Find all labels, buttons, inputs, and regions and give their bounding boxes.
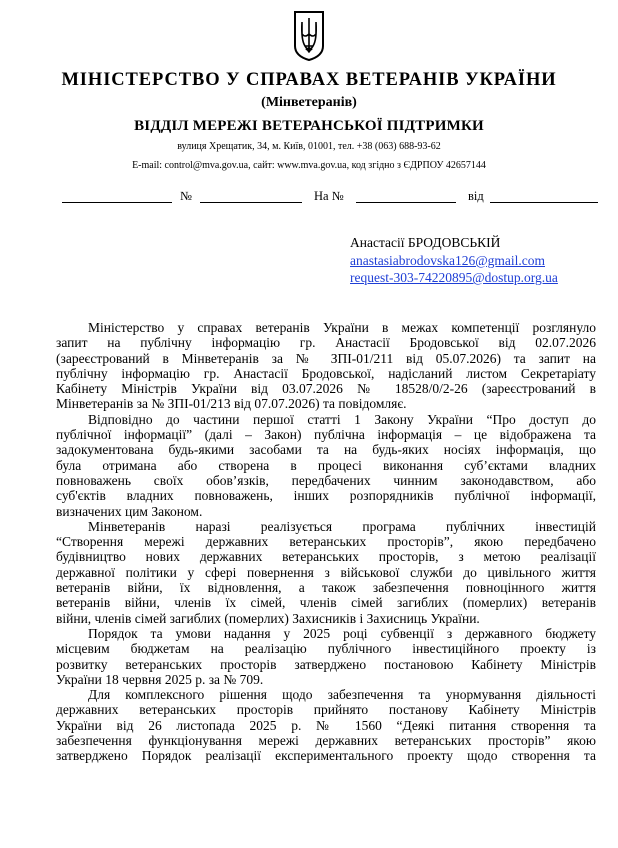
letter-body: [56, 320, 596, 764]
paragraph-line: публічної інформації” (далі – Закон) публічна інформація – це відображена та: [56, 427, 596, 443]
paragraph-line: Кабінету Міністрів України від 03.07.2026 № 18528/0/2-26 (зареєстрований в: [56, 381, 596, 397]
paragraph-line: повноважень своїх обов’язків, передбачених чинним законодавством, або: [56, 472, 596, 488]
paragraph-line: забезпечення функціонування мережі державних ветеранських просторів” якою: [56, 733, 596, 749]
paragraph-line: державних ветеранських просторів прийнято постанову Кабінету Міністрів: [56, 702, 596, 718]
paragraph-3: [56, 519, 596, 626]
paragraph-line: розвитку ветеранських просторів затверджено постановою Кабінету Міністрів: [56, 656, 596, 672]
paragraph-line: Відповідно до частини першої статті 1 Закону України “Про доступ до: [88, 411, 596, 427]
recipient-request-email-link[interactable]: request-303-74220895@dostup.org.ua: [350, 270, 558, 285]
ministry-address: вулиця Хрещатик, 34, м. Київ, 01001, тел. +38 (063) 688-93-62: [177, 141, 441, 152]
number-label: №: [180, 189, 192, 203]
paragraph-line: війни, членів сімей загиблих (померлих) Захисників і Захисниць України.: [56, 610, 480, 626]
paragraph-line: ветеранів війни, їх відновлення, а також забезпечення повноцінного життя: [56, 580, 596, 596]
paragraph-line: Міністерство у справах ветеранів України в межах компетенції розглянуло: [88, 320, 596, 335]
paragraph-line: була отримана або створена в процесі виконання суб’єктами владних: [56, 457, 596, 473]
paragraph-5: [56, 687, 596, 763]
paragraph-line: Порядок та умови надання у 2025 році субвенції з державного бюджету: [88, 625, 596, 641]
paragraph-line: ветеранів війни, членів їх сімей, членів сімей загиблих (померлих) ветеранів: [56, 595, 596, 611]
paragraph-2: [56, 412, 596, 519]
reference-row: [62, 189, 602, 205]
ministry-contacts: E-mail: control@mva.gov.ua, сайт: www.mva.gov.ua, код згідно з ЄДРПОУ 42657144: [132, 160, 486, 171]
paragraph-line: публічну інформацію гр. Анастасії Бродовської, надісланий листом Секретаріату: [56, 365, 596, 381]
paragraph-4: [56, 626, 596, 687]
paragraph-line: державної політики у сфері повернення з військової служби до цивільного життя: [56, 564, 596, 580]
paragraph-line: запит на публічну інформацію гр. Анастасії Бродовської від 02.07.2026: [56, 335, 596, 351]
paragraph-1: [56, 320, 596, 412]
paragraph-line: Мінветеранів за № ЗПІ-01/213 від 07.07.2026) та повідомляє.: [56, 396, 407, 412]
paragraph-line: задокументована будь-якими засобами та на будь-яких носіях інформація, що: [56, 442, 596, 458]
paragraph-line: суб'єктів владних повноважень, інших розпорядників публічної інформації,: [56, 488, 596, 504]
paragraph-line: Мінветеранів наразі реалізується програма публічних інвестицій: [88, 518, 596, 534]
ministry-name: МІНІСТЕРСТВО У СПРАВАХ ВЕТЕРАНІВ УКРАЇНИ: [61, 70, 557, 90]
recipient-name: Анастасії БРОДОВСЬКІЙ: [350, 235, 501, 250]
paragraph-line: “Створення мережі державних ветеранських просторів”, якою передбачено: [56, 534, 596, 550]
recipient-block: [350, 234, 558, 287]
date-label: від: [468, 189, 484, 203]
outgoing-number-line: [200, 202, 302, 203]
outgoing-date-line: [62, 202, 172, 203]
paragraph-line: місцевим бюджетам на реалізацію публічного інвестиційного проекту із: [56, 641, 596, 657]
paragraph-line: затверджено Порядок реалізації експериментального проекту щодо створення та: [56, 748, 596, 764]
paragraph-line: (зареєстрований в Мінветеранів за № ЗПІ-01/211 від 05.07.2026) та запит на: [56, 350, 596, 366]
ministry-short-name: (Мінветеранів): [261, 95, 357, 110]
paragraph-line: будівництво нових державних ветеранських просторів, з метою реалізації: [56, 549, 596, 565]
reply-number-line: [356, 202, 456, 203]
reply-number-label: На №: [314, 189, 344, 203]
department-name: ВІДДІЛ МЕРЕЖІ ВЕТЕРАНСЬКОЇ ПІДТРИМКИ: [134, 118, 484, 134]
paragraph-line: Для комплексного рішення щодо забезпечення та унормування діяльності: [88, 687, 596, 703]
recipient-email-link[interactable]: anastasiabrodovska126@gmail.com: [350, 252, 546, 268]
paragraph-line: України від 26 листопада 2025 р. № 1560 “Деякі питання створення та: [56, 717, 596, 733]
paragraph-line: визначених цим Законом.: [56, 503, 203, 519]
paragraph-line: України 18 червня 2025 р. за № 709.: [56, 671, 264, 687]
coat-of-arms-icon: [293, 10, 325, 62]
reply-date-line: [490, 202, 598, 203]
